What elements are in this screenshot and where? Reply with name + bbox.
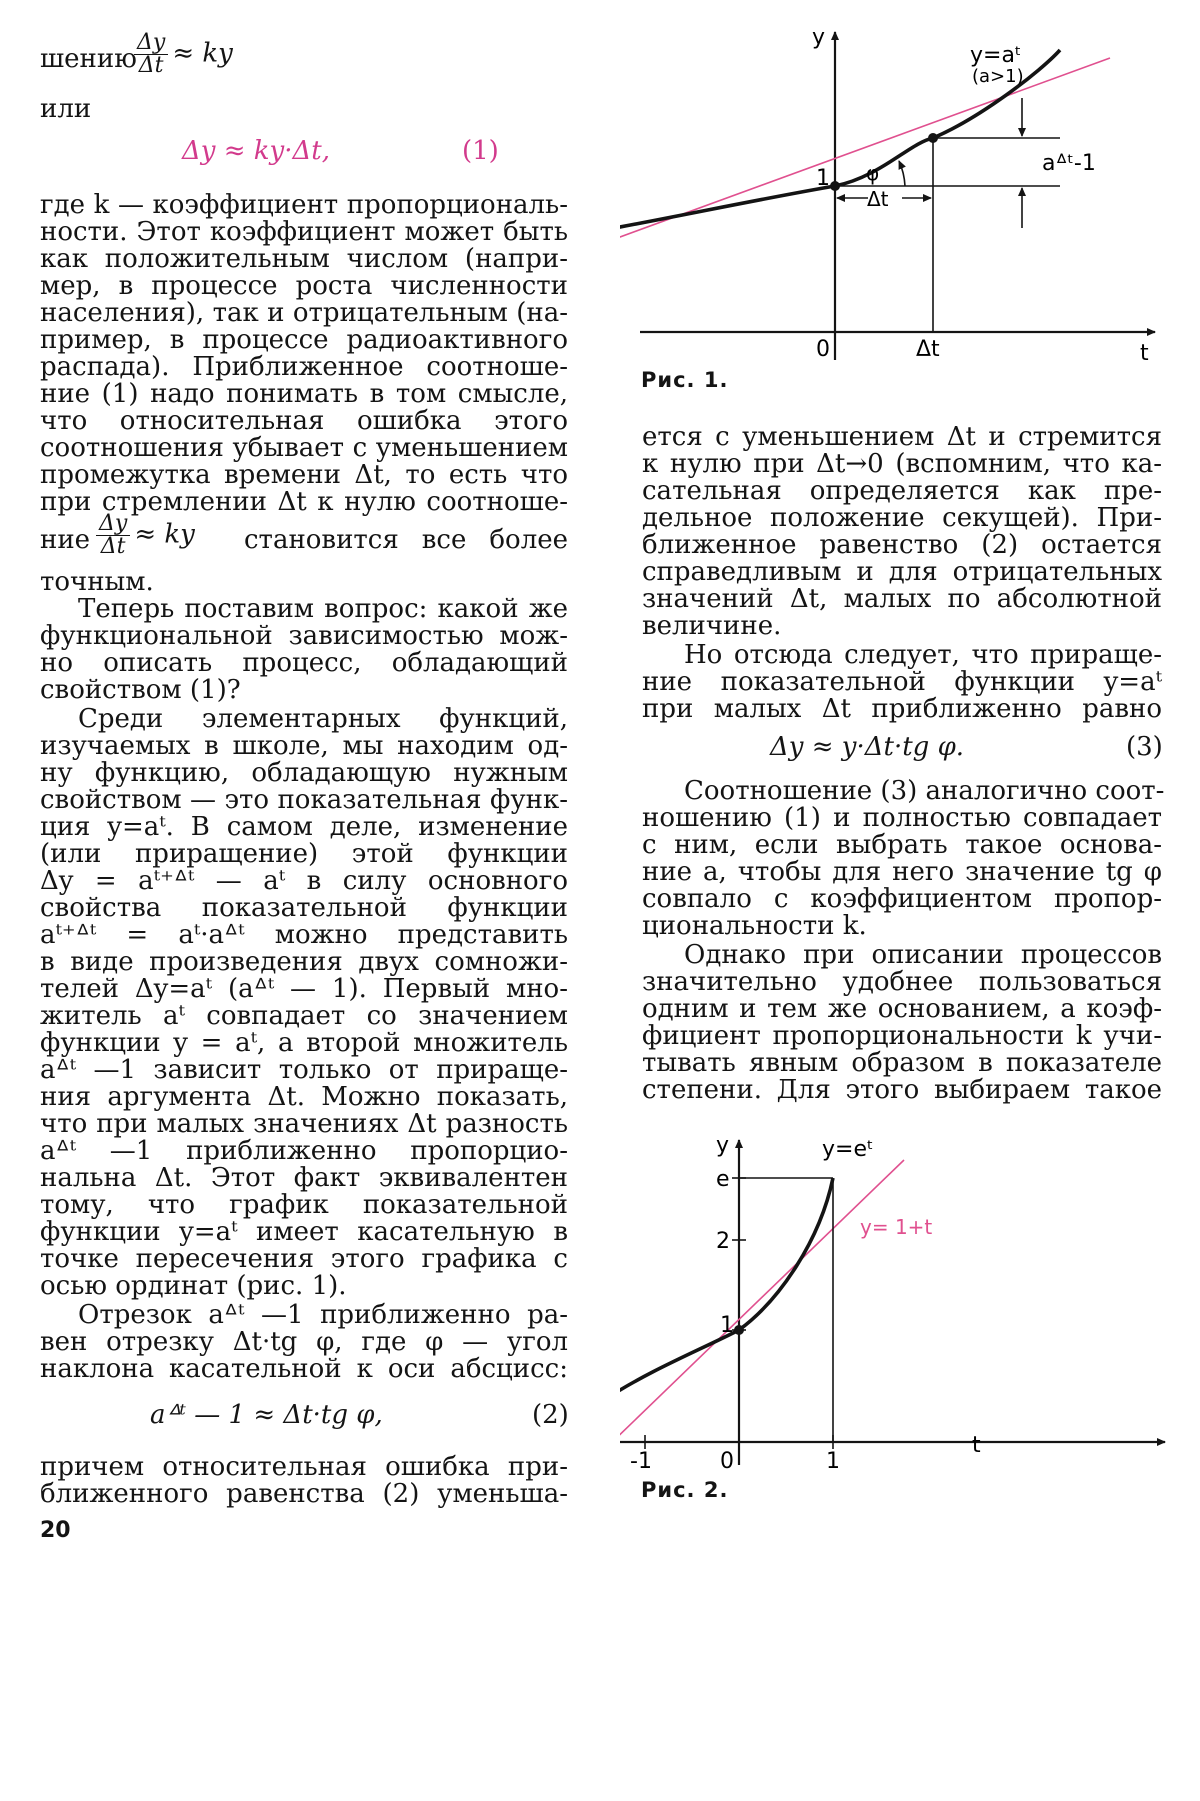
text-line: ближенного равенства (2) уменьша- xyxy=(40,1479,568,1509)
x-tick-dt: Δt xyxy=(916,337,940,362)
text-line: с ним, если выбрать такое основа- xyxy=(642,830,1162,860)
text-line: aᵗ⁺ᐞᵗ = aᵗ·aᐞᵗ можно представить xyxy=(40,920,568,950)
text-line: осью ординат (рис. 1). xyxy=(40,1271,347,1301)
text-line: что при малых значениях Δt разность xyxy=(40,1109,568,1139)
text-line: где k — коэффициент пропорциональ- xyxy=(40,190,568,220)
text-line: что относительная ошибка этого xyxy=(40,406,568,436)
x-tick-1: 1 xyxy=(826,1449,840,1470)
text-line: ние показательной функции y=aᵗ xyxy=(642,667,1162,697)
text-line: Среди элементарных функций, xyxy=(78,704,568,734)
equation-3: Δy ≈ y·Δt·tg φ. xyxy=(770,732,965,762)
axis-x-label: t xyxy=(1140,341,1149,366)
text-line: aᐞᵗ —1 зависит только от прираще- xyxy=(40,1055,568,1085)
figure-2-caption: Рис. 2. xyxy=(641,1478,729,1502)
text-line: свойства показательной функции xyxy=(40,893,568,923)
text-line: сательная определяется как пре- xyxy=(642,476,1162,506)
x-tick-0: 0 xyxy=(720,1449,734,1470)
text-line: точке пересечения этого графика с xyxy=(40,1244,568,1274)
figure-1-caption: Рис. 1. xyxy=(641,368,729,392)
text-line: ция y=aᵗ. В самом деле, изменение xyxy=(40,812,568,842)
text-line: функции y = aᵗ, а второй множитель xyxy=(40,1028,568,1058)
text-line: Соотношение (3) аналогично соот- xyxy=(684,776,1165,806)
text-line: степени. Для этого выбираем такое xyxy=(642,1075,1162,1105)
text-line: ние xyxy=(40,525,91,555)
x-tick-neg1: -1 xyxy=(630,1449,652,1470)
tangent-label: y= 1+t xyxy=(860,1215,933,1239)
text-line: ношению (1) и полностью совпадает xyxy=(642,803,1162,833)
text-line: или xyxy=(40,94,92,124)
text-line: фициент пропорциональности k учи- xyxy=(642,1021,1162,1051)
text-line: Но отсюда следует, что прираще- xyxy=(684,640,1162,670)
curve-label: y=aᵗ xyxy=(970,43,1022,68)
text-line: точным. xyxy=(40,567,154,597)
figure-2 xyxy=(620,1120,1180,1470)
text-line: пример, в процессе радиоактивного xyxy=(40,325,568,355)
text-line: Однако при описании процессов xyxy=(684,940,1162,970)
equation-1: Δy ≈ ky·Δt, xyxy=(182,136,330,166)
equation-2-tag: (2) xyxy=(532,1400,569,1430)
axis-y-label: y xyxy=(812,25,826,50)
text-line: соотношения убывает с уменьшением xyxy=(40,433,568,463)
y-tick-2: 2 xyxy=(716,1229,730,1254)
text-line: телей Δy=aᵗ (aᐞᵗ — 1). Первый мно- xyxy=(40,974,568,1004)
y-tick-1: 1 xyxy=(816,166,830,191)
text-line: вен отрезку Δt·tg φ, где φ — угол xyxy=(40,1327,568,1357)
inline-fraction: $\frac{\Delta y}{\Delta t}$ ≈ ky xyxy=(130,32,233,77)
text-line: значений Δt, малых по абсолютной xyxy=(642,584,1162,614)
inline-fraction: $\frac{\Delta y}{\Delta t}$ ≈ ky xyxy=(92,513,195,558)
text-line: ности. Этот коэффициент может быть xyxy=(40,217,568,247)
text-line: свойством (1)? xyxy=(40,675,241,705)
text-line: ну функцию, обладающую нужным xyxy=(40,758,568,788)
text-line: ближенное равенство (2) остается xyxy=(642,530,1162,560)
dt-label: Δt xyxy=(867,187,889,211)
text-line: дельное положение секущей). При- xyxy=(642,503,1162,533)
text-line: изучаемых в школе, мы находим од- xyxy=(40,731,568,761)
curve-condition: (a>1) xyxy=(972,66,1024,87)
text-line: ния аргумента Δt. Можно показать, xyxy=(40,1082,568,1112)
axis-x-label: t xyxy=(972,1433,981,1458)
y-tick-1: 1 xyxy=(720,1313,734,1338)
text-line: но описать процесс, обладающий xyxy=(40,648,568,678)
text-line: в виде произведения двух сомножи- xyxy=(40,947,568,977)
text-line: ние a, чтобы для него значение tg φ xyxy=(642,857,1162,887)
text-line: при стремлении Δt к нулю соотноше- xyxy=(40,487,568,517)
text-line: ется с уменьшением Δt и стремится xyxy=(642,422,1162,452)
text-line: нальна Δt. Этот факт эквивалентен xyxy=(40,1163,568,1193)
figure-1 xyxy=(620,20,1180,380)
text-line: циональности k. xyxy=(642,911,867,941)
text-line: величине. xyxy=(642,611,782,641)
text-line: ние (1) надо понимать в том смысле, xyxy=(40,379,568,409)
text-line: тому, что график показательной xyxy=(40,1190,568,1220)
text-line: одним и тем же основанием, а коэф- xyxy=(642,994,1162,1024)
text-line: становится все более xyxy=(244,525,568,555)
text-line: функциональной зависимостью мож- xyxy=(40,621,568,651)
text-line: мер, в процессе роста численности xyxy=(40,271,568,301)
tangent-line xyxy=(620,1160,904,1450)
text-line: свойством — это показательная функ- xyxy=(40,785,568,815)
text-line: наклона касательной к оси абсцисс: xyxy=(40,1354,568,1384)
angle-label: φ xyxy=(866,161,880,185)
curve-label: y=eᵗ xyxy=(822,1137,874,1162)
text-line: причем относительная ошибка при- xyxy=(40,1452,568,1482)
text-line: к нулю при Δt→0 (вспомним, что ка- xyxy=(642,449,1162,479)
exponential-curve xyxy=(620,1178,833,1400)
equation-2: aᐞᵗ — 1 ≈ Δt·tg φ, xyxy=(150,1400,383,1430)
text-line: aᐞᵗ —1 приближенно пропорцио- xyxy=(40,1136,568,1166)
increment-label: aᐞᵗ-1 xyxy=(1042,151,1096,176)
equation-1-tag: (1) xyxy=(462,136,499,166)
text-line: Отрезок aᐞᵗ —1 приближенно ра- xyxy=(78,1300,568,1330)
text-line: житель aᵗ совпадает со значением xyxy=(40,1001,568,1031)
text-line: распада). Приближенное соотноше- xyxy=(40,352,568,382)
text-line: Δy = aᵗ⁺ᐞᵗ — aᵗ в силу основного xyxy=(40,866,568,896)
text-line: как положительным числом (напри- xyxy=(40,244,568,274)
text-line: при малых Δt приближенно равно xyxy=(642,694,1162,724)
origin-label: 0 xyxy=(816,337,830,362)
text-line: (или приращение) этой функции xyxy=(40,839,568,869)
text-line: Теперь поставим вопрос: какой же xyxy=(78,594,568,624)
equation-3-tag: (3) xyxy=(1126,732,1163,762)
text-line: тывать явным образом в показателе xyxy=(642,1048,1162,1078)
y-tick-e: e xyxy=(716,1167,730,1192)
text-line: шению xyxy=(40,44,137,74)
text-line: значительно удобнее пользоваться xyxy=(642,967,1162,997)
axis-y-label: y xyxy=(716,1133,730,1158)
angle-arc xyxy=(899,161,905,186)
text-line: совпало с коэффициентом пропор- xyxy=(642,884,1162,914)
text-line: функции y=aᵗ имеет касательную в xyxy=(40,1217,568,1247)
text-line: населения), так и отрицательным (на- xyxy=(40,298,568,328)
text-line: промежутка времени Δt, то есть что xyxy=(40,460,568,490)
page-number: 20 xyxy=(40,1518,71,1543)
text-line: справедливым и для отрицательных xyxy=(642,557,1162,587)
tangent-line xyxy=(620,58,1110,245)
